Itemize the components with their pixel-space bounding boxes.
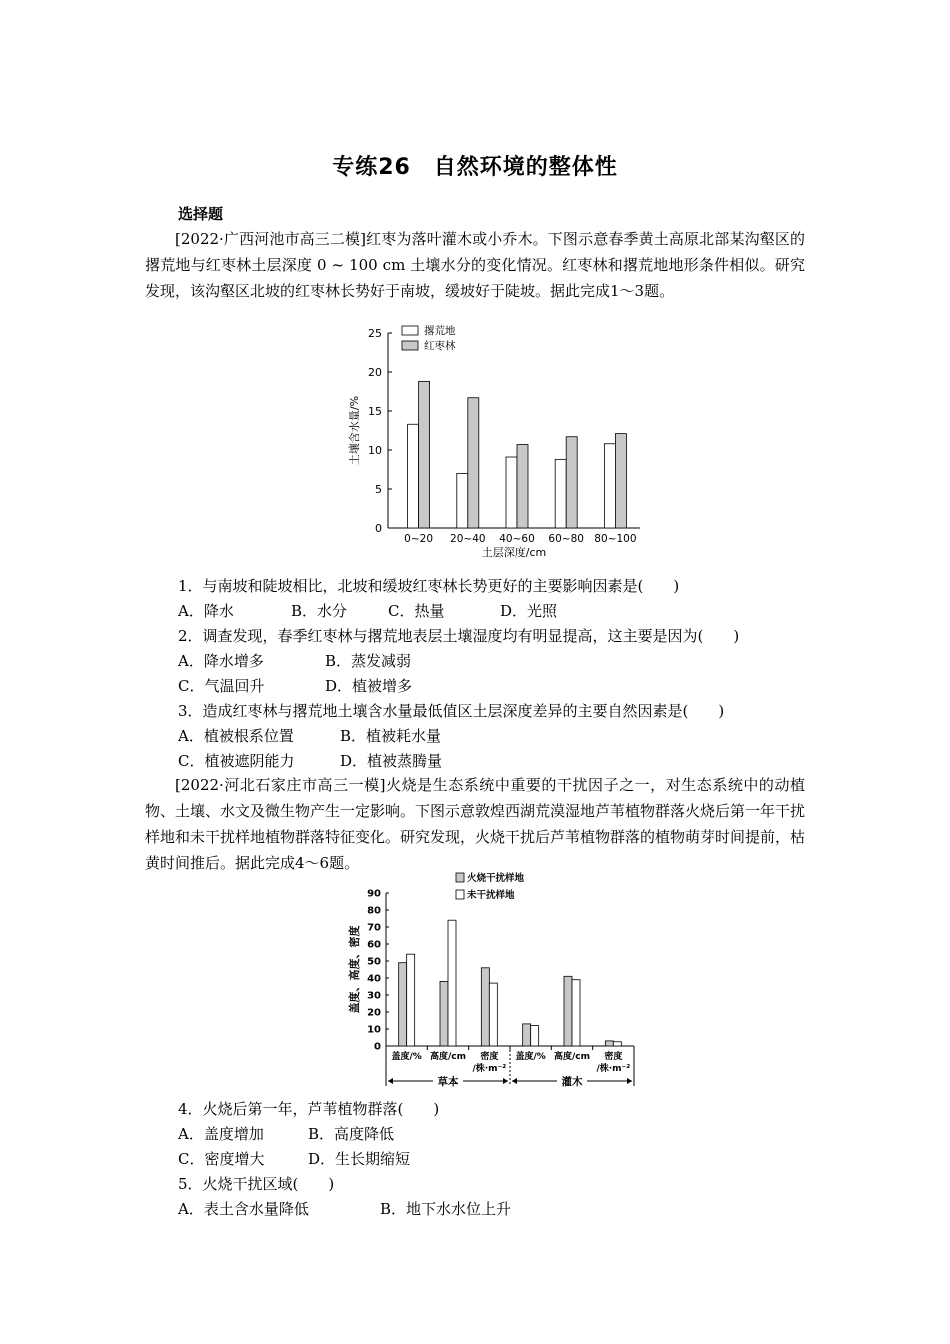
y-axis-label: 土壤含水量/% <box>348 395 361 466</box>
bar-abandoned-land <box>604 444 615 528</box>
legend-label: 未干扰样地 <box>467 890 515 901</box>
question-2: 2．调查发现，春季红枣林与撂荒地表层土壤湿度均有明显提高，这主要是因为( ) <box>178 627 740 645</box>
y-tick-label: 80 <box>367 905 381 917</box>
bar-burned-plot <box>605 1041 613 1046</box>
legend-label: 红枣林 <box>424 340 456 352</box>
arrow-head-left <box>388 1078 393 1084</box>
legend-swatch <box>402 326 418 335</box>
question-2-options-ab <box>178 651 411 671</box>
y-tick-label: 0 <box>375 522 382 535</box>
y-tick-label: 5 <box>375 483 382 496</box>
bar-jujube-forest <box>468 398 479 528</box>
arrow-head-left <box>512 1078 517 1084</box>
bar-abandoned-land <box>506 457 517 528</box>
question-4-options-cd <box>178 1149 410 1169</box>
bar-burned-plot <box>481 968 489 1046</box>
bar-abandoned-land <box>457 473 468 528</box>
y-tick-label: 40 <box>367 973 381 985</box>
x-tick-label: 0~20 <box>404 533 434 545</box>
bar-jujube-forest <box>517 445 528 528</box>
bar-undisturbed-plot <box>572 980 580 1046</box>
group-label: 灌木 <box>561 1076 583 1088</box>
question-3-options-cd <box>178 751 442 771</box>
legend-label: 火烧干扰样地 <box>467 873 525 884</box>
question-3-options-ab <box>178 726 441 746</box>
page-title: 专练26 自然环境的整体性 <box>332 155 618 180</box>
question-1: 1．与南坡和陡坡相比，北坡和缓坡红枣林长势更好的主要影响因素是( ) <box>178 577 680 595</box>
y-tick-label: 15 <box>368 405 382 418</box>
x-tick-label: 80~100 <box>594 533 637 545</box>
bar-abandoned-land <box>408 424 419 528</box>
bar-burned-plot <box>523 1024 531 1046</box>
x-tick-label-line2: /株·m⁻² <box>472 1064 507 1074</box>
question-1-options <box>178 601 557 621</box>
q3-option-c: C．植被遮阴能力 <box>178 752 295 770</box>
x-tick-label: 20~40 <box>450 533 486 545</box>
x-tick-label: 高度/cm <box>553 1052 591 1062</box>
q2-option-a: A．降水增多 <box>178 652 264 670</box>
group-label: 草本 <box>437 1076 459 1088</box>
y-tick-label: 10 <box>367 1024 381 1036</box>
q4-option-d: D．生长期缩短 <box>308 1150 411 1168</box>
q4-option-b: B．高度降低 <box>308 1125 395 1143</box>
q3-option-b: B．植被耗水量 <box>340 727 442 745</box>
q4-option-c: C．密度增大 <box>178 1150 265 1168</box>
y-tick-label: 10 <box>368 444 382 457</box>
bar-undisturbed-plot <box>448 920 456 1046</box>
y-tick-label: 0 <box>374 1041 381 1053</box>
bar-burned-plot <box>440 981 448 1046</box>
bar-jujube-forest <box>566 437 577 528</box>
y-tick-label: 90 <box>367 888 381 900</box>
x-tick-label: 盖度/% <box>515 1052 546 1062</box>
x-tick-label: 40~60 <box>499 533 535 545</box>
passage-1-text: [2022·广西河池市高三二模]红枣为落叶灌木或小乔木。下图示意春季黄土高原北部某沟壑区的撂荒地与红枣林土层深度 0 ~ 100 cm 土壤水分的变化情况。红枣林和撂荒地地形条件相似。研究发现，该沟壑区北坡的红枣林长势好于南坡，缓坡好于陡坡。据此完成1～3题。 <box>145 230 805 300</box>
passage-2-text: [2022·河北石家庄市高三一模]火烧是生态系统中重要的干扰因子之一，对生态系统中的动植物、土壤、水文及微生物产生一定影响。下图示意敦煌西湖荒漠湿地芦苇植物群落火烧后第一年干扰样地和未干扰样地植物群落特征变化。研究发现，火烧干扰后芦苇植物群落的植物萌芽时间提前，枯黄时间推后。据此完成4～6题。 <box>145 776 806 872</box>
passage-2 <box>145 772 805 876</box>
fire-disturbance-chart <box>338 868 648 1090</box>
soil-moisture-chart <box>340 322 650 562</box>
q1-option-c: C．热量 <box>388 602 445 620</box>
bar-undisturbed-plot <box>407 954 415 1046</box>
legend-swatch <box>402 341 418 350</box>
question-3: 3．造成红枣林与撂荒地土壤含水量最低值区土层深度差异的主要自然因素是( ) <box>178 702 725 720</box>
section-heading: 选择题 <box>178 205 224 223</box>
q1-option-b: B．水分 <box>291 602 348 620</box>
q2-option-d: D．植被增多 <box>325 677 413 695</box>
y-tick-label: 25 <box>368 327 382 340</box>
y-tick-label: 30 <box>367 990 381 1002</box>
x-tick-label: 密度 <box>480 1052 499 1062</box>
bar-abandoned-land <box>555 459 566 528</box>
y-tick-label: 70 <box>367 922 381 934</box>
x-tick-label: 密度 <box>604 1052 623 1062</box>
x-tick-label-line2: /株·m⁻² <box>596 1064 631 1074</box>
question-2-options-cd <box>178 676 412 696</box>
bar-jujube-forest <box>615 434 626 528</box>
y-tick-label: 20 <box>368 366 382 379</box>
question-4: 4．火烧后第一年，芦苇植物群落( ) <box>178 1100 440 1118</box>
bar-undisturbed-plot <box>489 983 497 1046</box>
question-5-options-ab <box>178 1199 511 1219</box>
x-tick-label: 盖度/% <box>391 1052 422 1062</box>
legend-label: 撂荒地 <box>424 325 456 337</box>
bar-undisturbed-plot <box>613 1042 621 1046</box>
q2-option-c: C．气温回升 <box>178 677 265 695</box>
legend-swatch <box>456 890 464 899</box>
bar-jujube-forest <box>419 381 430 528</box>
q3-option-d: D．植被蒸腾量 <box>340 752 443 770</box>
y-tick-label: 60 <box>367 939 381 951</box>
question-4-options-ab <box>178 1124 394 1144</box>
arrow-head-right <box>503 1078 508 1084</box>
q5-option-a: A．表土含水量降低 <box>178 1200 309 1218</box>
bar-undisturbed-plot <box>531 1026 539 1046</box>
bar-burned-plot <box>564 976 572 1046</box>
q2-option-b: B．蒸发减弱 <box>325 652 412 670</box>
legend-swatch <box>456 873 464 882</box>
y-axis-label: 盖度、高度、密度 <box>348 925 361 1014</box>
q5-option-b: B．地下水水位上升 <box>380 1200 512 1218</box>
y-tick-label: 50 <box>367 956 381 968</box>
q1-option-a: A．降水 <box>178 602 234 620</box>
x-tick-label: 60~80 <box>548 533 584 545</box>
q4-option-a: A．盖度增加 <box>178 1125 264 1143</box>
q3-option-a: A．植被根系位置 <box>178 727 294 745</box>
arrow-head-right <box>627 1078 632 1084</box>
x-axis-label: 土层深度/cm <box>481 546 547 559</box>
passage-1 <box>145 226 805 304</box>
bar-burned-plot <box>399 963 407 1046</box>
question-5: 5．火烧干扰区域( ) <box>178 1175 335 1193</box>
q1-option-d: D．光照 <box>500 602 558 620</box>
x-tick-label: 高度/cm <box>429 1052 467 1062</box>
y-tick-label: 20 <box>367 1007 381 1019</box>
